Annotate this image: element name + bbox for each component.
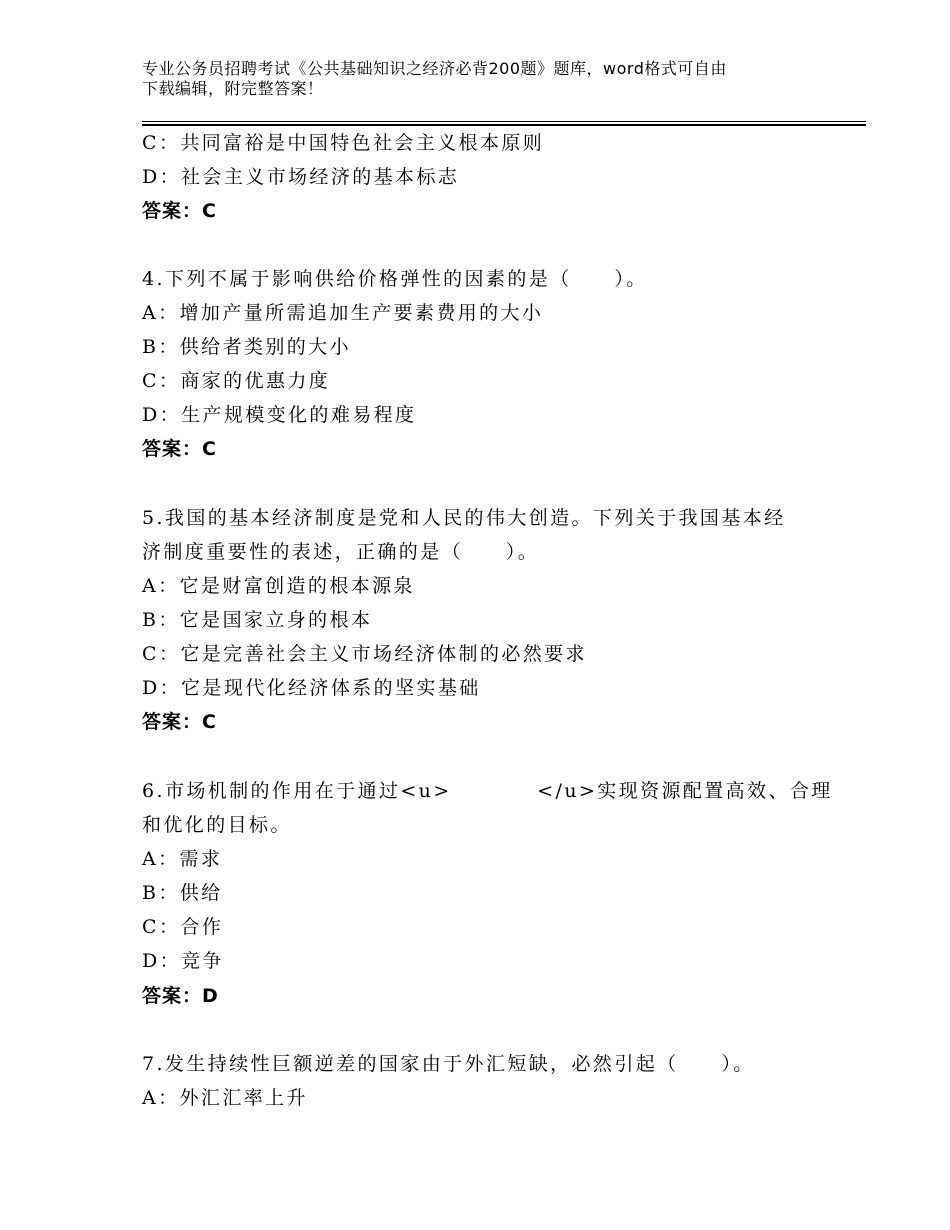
q3-answer: 答案：C xyxy=(142,200,217,222)
q7-option-a: A：外汇汇率上升 xyxy=(142,1087,308,1109)
q6-option-c: C：合作 xyxy=(142,916,224,938)
q3-option-c: C：共同富裕是中国特色社会主义根本原则 xyxy=(142,132,545,154)
q5-stem-line-2: 济制度重要性的表述，正确的是（ ）。 xyxy=(142,541,540,563)
header-line-1: 专业公务员招聘考试《公共基础知识之经济必背200题》题库，word格式可自由 xyxy=(142,59,727,78)
q5-answer: 答案：C xyxy=(142,711,217,733)
q7-stem: 7.发生持续性巨额逆差的国家由于外汇短缺，必然引起（ ）。 xyxy=(142,1053,755,1075)
q3-option-d: D：社会主义市场经济的基本标志 xyxy=(142,166,460,188)
header-rule-thin xyxy=(142,121,866,122)
q4-answer: 答案：C xyxy=(142,438,217,460)
q6-stem-line-2: 和优化的目标。 xyxy=(142,814,292,836)
q4-option-d: D：生产规模变化的难易程度 xyxy=(142,404,417,426)
q6-option-b: B：供给 xyxy=(142,882,223,904)
q5-option-b: B：它是国家立身的根本 xyxy=(142,609,373,631)
q6-answer: 答案：D xyxy=(142,985,219,1007)
q4-option-a: A：增加产量所需追加生产要素费用的大小 xyxy=(142,302,544,324)
q5-option-d: D：它是现代化经济体系的坚实基础 xyxy=(142,677,481,699)
q5-stem-line-1: 5.我国的基本经济制度是党和人民的伟大创造。下列关于我国基本经 xyxy=(142,507,786,529)
q6-option-a: A：需求 xyxy=(142,848,223,870)
q6-option-d: D：竞争 xyxy=(142,950,224,972)
q5-option-a: A：它是财富创造的根本源泉 xyxy=(142,575,415,597)
q4-option-b: B：供给者类别的大小 xyxy=(142,336,351,358)
q6-stem-line-1: 6.市场机制的作用在于通过<u> </u>实现资源配置高效、合理 xyxy=(142,780,833,802)
q4-option-c: C：商家的优惠力度 xyxy=(142,370,331,392)
q5-option-c: C：它是完善社会主义市场经济体制的必然要求 xyxy=(142,643,587,665)
header-line-2: 下载编辑，附完整答案！ xyxy=(142,79,324,98)
q4-stem: 4.下列不属于影响供给价格弹性的因素的是（ ）。 xyxy=(142,268,648,290)
page-header xyxy=(142,59,822,99)
header-rule-thick xyxy=(142,124,866,126)
